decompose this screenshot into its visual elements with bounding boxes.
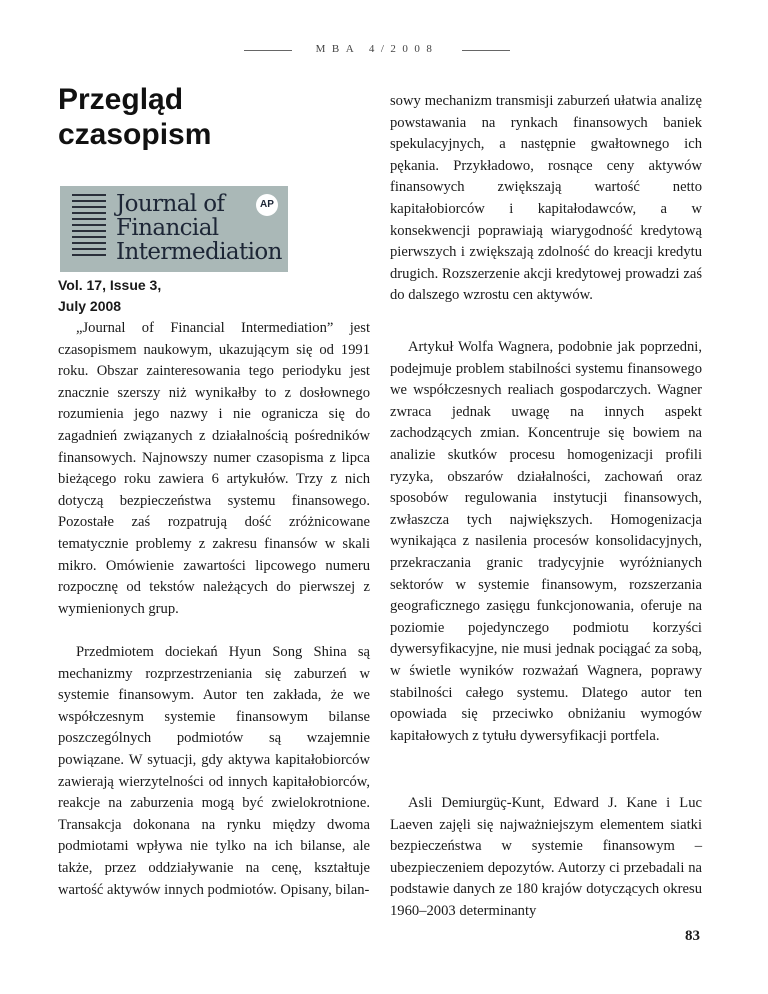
section-title [58, 82, 358, 152]
issue-date: July 2008 [58, 298, 122, 314]
issue-info [58, 275, 358, 317]
journal-logo [60, 186, 288, 272]
left-paragraph-1: „Journal of Financial Intermediation” jest czasopismem naukowym, ukazującym się od 1991 roku. Obszar zainteresowania tego periodyku jest znacznie szerszy niż wynikałby to z dosłownego rozumienia jego nazwy i nie ogranicza się do zagadnień związanych z działalnością pośredników finansowych. Najnowszy numer czasopisma z lipca bieżącego roku zawiera 6 artykułów. Trzy z nich dotyczą bezpieczeństwa systemu finansowego. Pozostałe zaś rozpatrują dość zróżnicowane tematycznie problemy z zakresu finansów w skali mikro. Omówienie zawartości lipcowego numeru rozpocznę od tekstów należących do pierwszej z wymienionych grup. [58, 320, 370, 617]
journal-issue-label: MBA 4/2008 [315, 43, 439, 55]
logo-line2: Financial [116, 215, 219, 241]
header-rule-left [244, 50, 292, 51]
section-title-line2: czasopism [58, 118, 212, 151]
right-paragraph-1: sowy mechanizm transmisji zaburzeń ułatwia analizę powstawania na rynkach finansowych baniek spekulacyjnych, a następnie gwałtownego ich pękania. Przykładowo, rosnące ceny aktywów finansowych zwiększają wartość netto kapitałobiorców i kapitałodawców, a w konsekwencji poprawiają wiarygodność kredytową pierwszych i zwiększają zdolność do kreacji kredytu drugich. Rozszerzenie akcji kredytowej prowadzi zaś do dalszego wzrostu cen aktywów. [390, 93, 702, 304]
logo-lines-icon [72, 194, 106, 260]
header-rule-right [462, 50, 510, 51]
logo-line1: Journal of [116, 191, 225, 217]
page-number: 83 [685, 928, 700, 944]
right-paragraph-3: Asli Demiurgüç-Kunt, Edward J. Kane i Luc Laeven zajęli się najważniejszym elementem siatki bezpieczeństwa w systemie finansowym – ubezpieczeniem depozytów. Autorzy ci przebadali na podstawie danych ze 180 krajów dotyczących okresu 1960–2003 determinanty [390, 795, 702, 919]
running-header [0, 41, 768, 61]
left-paragraph-2: Przedmiotem dociekań Hyun Song Shina są mechanizmy rozprzestrzeniania się zaburzeń w systemie finansowym. Autor ten zakłada, że we współczesnym systemie finansowym bilanse poszczególnych podmiotów są wzajemnie powiązane. W sytuacji, gdy aktywa kapitałobiorców zawierają wierzytelności od innych kapitałobiorców, reakcje na zaburzenia mogą być zwielokrotnione. Transakcja dokonana na rynku między dwoma podmiotami wpływa nie tylko na ich bilanse, ale także, przez oddziaływanie na cenę, kształtuje wartość aktywów innych podmiotów. Opisany, bilan- [58, 644, 370, 898]
section-title-line1: Przegląd [58, 83, 184, 116]
publisher-badge-icon: AP [256, 194, 278, 216]
right-paragraph-2: Artykuł Wolfa Wagnera, podobnie jak poprzedni, podejmuje problem stabilności systemu finansowego we współczesnych realiach gospodarczych. Wagner zwraca jednak uwagę na innych aspekt zachodzących zmian. Koncentruje się bowiem na analizie skutków procesu homogenizacji profili ryzyka, obszarów działalności, zachowań oraz sposobów regulowania instytucji finansowych, zwłaszcza tych największych. Homogenizacja wynikająca z nasilenia procesów konsolidacyjnych, przekraczania granic tradycyjnie wyróżnianych sektorów w systemie finansowym, rozszerzania geograficznego zasięgu funkcjonowania, oferuje na poziomie pojedynczego podmiotu korzyści dywersyfikacyjne, nie musi jednak pociągać za sobą, w świetle wyników rozważań Wagnera, poprawy stabilności całego systemu. Dlatego autor ten opowiada się przeciwko obniżaniu wymogów kapitałowych z tytułu dywersyfikacji portfela. [390, 339, 702, 744]
issue-volume: Vol. 17, Issue 3, [58, 277, 162, 293]
logo-line3: Intermediation [116, 239, 282, 265]
